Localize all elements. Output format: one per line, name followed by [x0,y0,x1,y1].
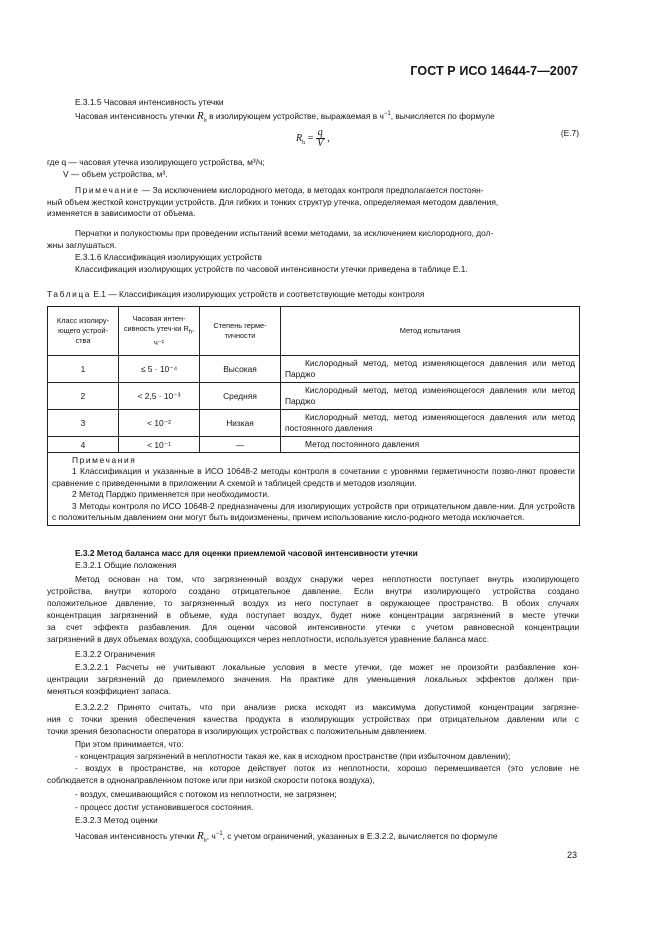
cell-class: 4 [48,437,119,453]
cell-method: Кислородный метод, метод изменяющегося давления или метод постоянного давления [281,410,580,437]
assume-line: При этом принимается, что: [75,739,184,749]
document-header: ГОСТ Р ИСО 14644-7—2007 [410,64,578,78]
p1-line: загрязнений в двух объемах воздуха, сообщающихся через неплотности, используется уравнение баланса масс. [47,634,490,644]
last-line: Часовая интенсивность утечки $R_h$, $ч^{-1}$, с учетом ограничений, указанных в Е.3.2.2, вычисляется по формуле [75,829,498,844]
note-line-3: изменяется в зависимости от объема. [47,208,196,218]
cell-level: Средняя [200,383,281,410]
header-method: Метод испытания [281,307,580,356]
p1-line: концентрация загрязнений в объеме, куда поступает воздух, будет ниже концентрации загрязнений в месте утечки [47,610,579,620]
where-q: где q — часовая утечка изолирующего устройства, м³/ч; [47,157,265,167]
p1-line: за счет эффекта разбавления. Для оценки часовой интенсивности утечки с учетом равновесной концентрации [47,622,579,632]
table-notes-row [48,453,580,526]
note-3: 3 Методы контроля по ИСО 10648-2 предназначены для изолирующих устройств при отрицательном давле-нии. Для устройств с положительным давлением они могут быть видоизменены, причем использование кисло-родного метода исключается. [52,500,575,523]
note-line-1: Примечание — За исключением кислородного метода, в методах контроля предполагается постоян- [75,185,484,195]
paragraph-rate-definition: Часовая интенсивность утечки $R_h$ в изолирующем устройстве, выражаемая в $ч^{-1}$, вычисляется по формуле [75,109,495,124]
section-heading-e316: Е.3.1.6 Классификация изолирующих устройств [75,252,262,262]
table-header-row [48,307,580,356]
bullet-item: - процесс достиг установившегося состояния. [75,802,254,812]
table-row [48,356,580,383]
classification-table [47,306,580,526]
p1-line: положительное давление, то загрязненный воздух из него поступает в окружающее пространство. В обоих случаях [47,598,579,608]
where-v: V — объем устройства, м³. [63,169,168,179]
page-number: 23 [566,850,577,860]
bullet-item: - воздух, смешивающийся с потоком из неплотности, не загрязнен; [75,789,337,799]
cell-method: Кислородный метод, метод изменяющегося давления или метод Парджо [281,356,580,383]
cell-rate: < 2,5 · 10⁻³ [119,383,200,410]
paragraph-classification: Классификация изолирующих устройств по часовой интенсивности утечки приведена в таблице Е.1. [75,264,468,274]
p1-line: Метод основан на том, что загрязненный воздух снаружи через неплотности поступает внутрь изолирующего [75,574,579,584]
cell-rate: < 10⁻¹ [119,437,200,453]
table-row [48,410,580,437]
cell-class: 1 [48,356,119,383]
table-caption: Таблица Е.1 — Классификация изолирующих устройств и соответствующие методы контроля [47,289,425,299]
formula-e7: $R_h$ = $\frac{q}{V}$ , [296,127,330,149]
cell-class: 3 [48,410,119,437]
header-class: Класс изолиру-ющего устрой-ства [48,307,119,356]
cell-rate: ≤ 5 · 10⁻⁴ [119,356,200,383]
bullet-item: - воздух в пространстве, на которое действует поток из неплотности, хорошо перемешивается (это условие не [75,763,579,773]
header-rate: Часовая интен-сивность утеч-ки $R_h$, ч⁻¹ [119,307,200,356]
note-line-2: ный объем жесткой конструкции устройств. Для гибких и тонких структур утечка, определяемая методом давления, [47,197,499,207]
table-row [48,437,580,453]
note-2: 2 Метод Парджо применяется при необходимости. [72,489,270,500]
cell-class: 2 [48,383,119,410]
p2-line: центрации загрязнений до приемлемого значения. На практике для уменьшения локальных эффектов должен при- [47,674,579,684]
cell-level: — [200,437,281,453]
p2-line: меняться коэффициент запаса. [47,686,171,696]
cell-level: Высокая [200,356,281,383]
formula-label: (Е.7) [560,128,579,138]
p3-line: Е.3.2.2.2 Принято считать, что при анализе риска исходят из максимума допустимой концентрации загрязне- [75,702,579,712]
cell-level: Низкая [200,410,281,437]
p3-line: ния с точки зрения обеспечения качества продукта в изолирующих устройствах при отрицательном давлении или с [47,714,579,724]
cell-rate: < 10⁻² [119,410,200,437]
section-heading-e32: Е.3.2 Метод баланса масс для оценки приемлемой часовой интенсивности утечки [75,548,418,558]
bullet-item: - концентрация загрязнений в неплотности такая же, как в исходном пространстве (при избыточном давлении); [75,751,511,761]
note-1: 1 Классификация и указанные в ИСО 10648-2 методы контроля в сочетании с уровнями герметичности позво-ляют провести сравнение с приведенными в приложении А схемой и таблицей средств и методов изоляции. [52,466,575,488]
table-row [48,383,580,410]
p1-line: устройства, внутри которого создано отрицательное давление. Если внутри изолирующего устройства создано [47,586,579,596]
section-heading-e315: Е.3.1.5 Часовая интенсивность утечки [75,97,224,107]
p2-line: Е.3.2.2.1 Расчеты не учитывают локальные условия в месте утечки, где может не произойти разбавление кон- [75,662,579,672]
cell-method: Метод постоянного давления [281,437,580,453]
subsection-heading-e321: Е.3.2.1 Общие положения [75,560,177,570]
p3-line: точки зрения безопасности оператора в изолирующих устройствах с положительным давлением. [47,726,427,736]
bullet-item-continued: соблюдается в однонаправленном потоке или при низкой скорости потока воздуха), [47,775,375,785]
gloves-line-1: Перчатки и полукостюмы при проведении испытаний всеми методами, за исключением кислородного, дол- [75,228,494,238]
subsection-heading-e322: Е.3.2.2 Ограничения [75,649,155,659]
gloves-line-2: жны заглушаться. [47,240,117,250]
header-level: Степень герме-тичности [200,307,281,356]
subsection-heading-e323: Е.3.2.3 Метод оценки [75,815,158,825]
cell-method: Кислородный метод, метод изменяющегося давления или метод Парджо [281,383,580,410]
table-notes [48,453,580,526]
notes-title: Примечания [72,455,137,465]
